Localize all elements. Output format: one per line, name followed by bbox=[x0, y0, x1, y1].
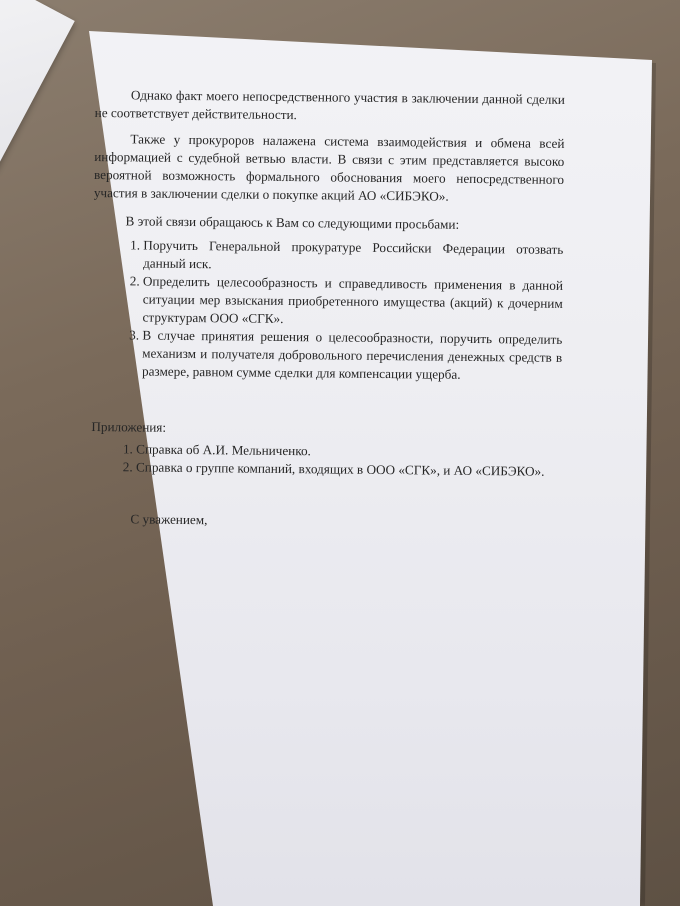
paragraph-1: Однако факт моего непосредственного участия в заключении данной сделки не соответствует действительности. bbox=[94, 87, 565, 123]
attachments-list bbox=[91, 440, 561, 481]
requests-lead: В этой связи обращаюсь к Вам со следующими просьбами: bbox=[125, 213, 460, 232]
attachments-title: Приложения: bbox=[91, 418, 167, 435]
paragraph-2: Также у прокуроров налажена система взаимодействия и обмена всей информацией с судебной ветвью власти. В связи с этим представляется высоко вероятной возможность формального обоснования моего непосредственного участия в заключении сделки о покупке акций АО «СИБЭКО». bbox=[93, 131, 565, 204]
attachment-item-2: 2. Справка о группе компаний, входящих в ООО «СГК», и АО «СИБЭКО». bbox=[136, 458, 561, 480]
request-item-2: 2. Определить целесообразность и справедливость применения в данной ситуации мер взыскания приобретенного имущества (акций) к дочерним структурам ООО «СГК». bbox=[142, 273, 563, 331]
request-item-3: 3. В случае принятия решения о целесообразности, поручить определить механизм и получателя добровольного перечисления денежных средств в размере, равном сумме сделки для компенсации ущерба. bbox=[142, 327, 563, 385]
request-item-1: 1. Поручить Генеральной прокуратуре Российски Федерации отозвать данный иск. bbox=[143, 237, 563, 277]
background-sheet-corner bbox=[0, 0, 75, 171]
attachment-item-1: 1. Справка об А.И. Мельниченко. bbox=[136, 440, 561, 462]
document-body bbox=[90, 86, 565, 541]
requests-list bbox=[92, 236, 563, 385]
signoff: С уважением, bbox=[130, 511, 208, 528]
